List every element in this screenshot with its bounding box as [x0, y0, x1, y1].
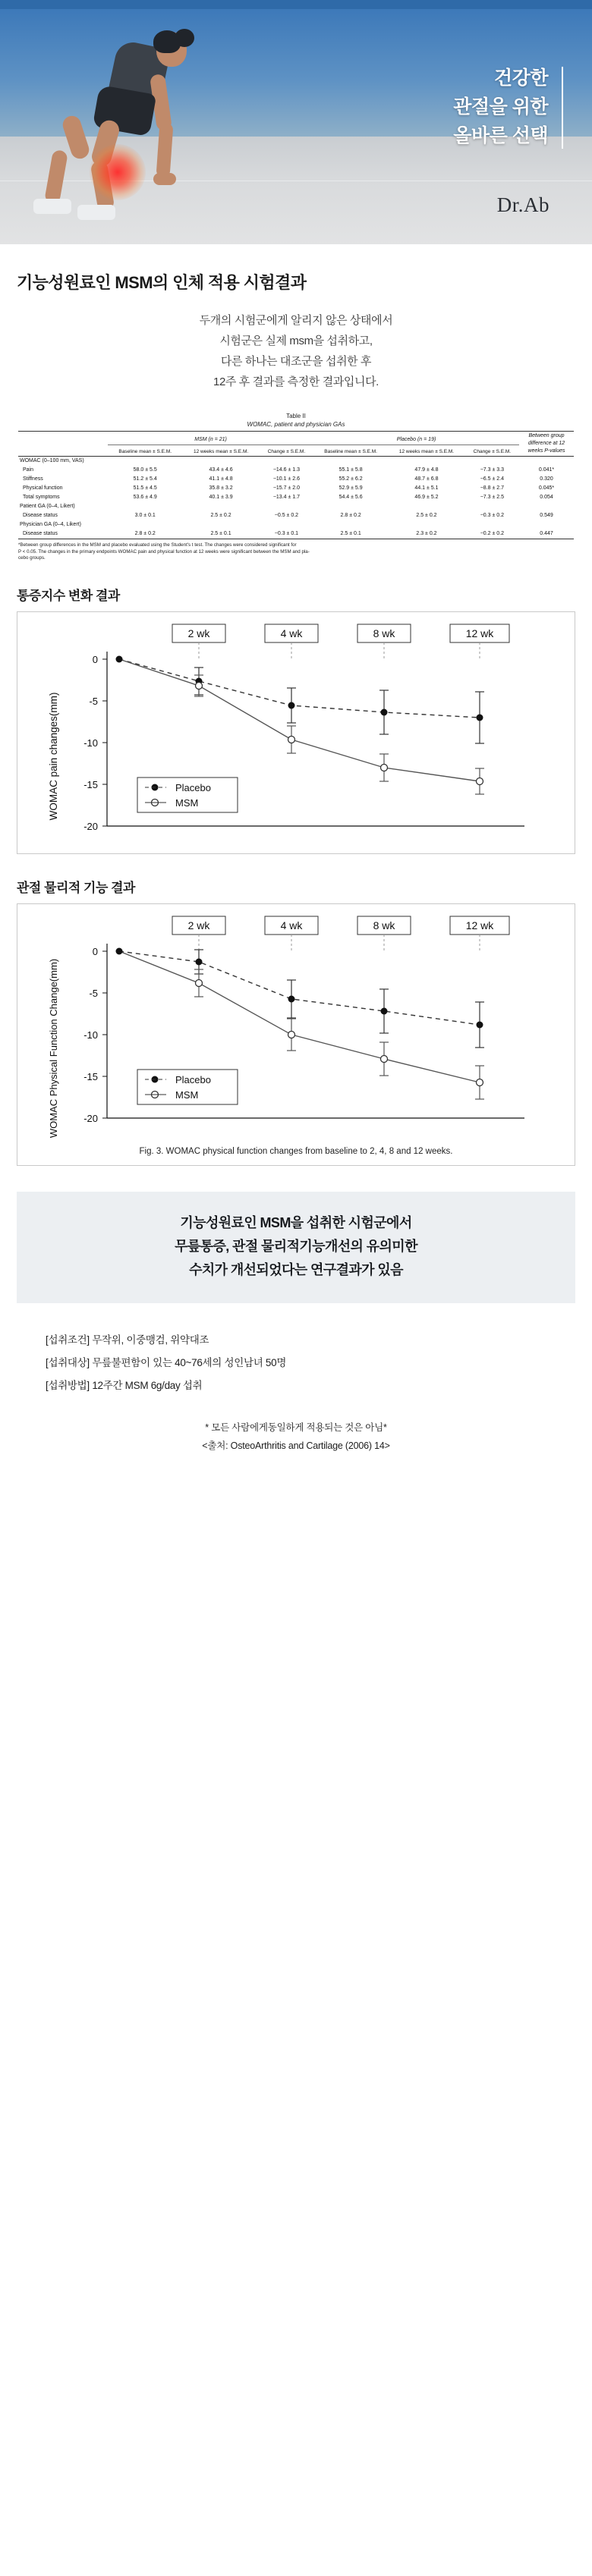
table-label: Table II: [286, 413, 306, 419]
conclusion-line-1: 기능성원료인 MSM을 섭취한 시험군에서: [180, 1214, 412, 1230]
chart-1-placebo-errorbars: [194, 668, 484, 743]
runner-illustration: [23, 30, 273, 235]
cell: [182, 457, 260, 467]
intro-paragraph: [0, 294, 592, 392]
svg-text:8 wk: 8 wk: [373, 627, 395, 639]
pain-change-line-chart: [24, 620, 568, 847]
cell: 53.6 ± 4.9: [133, 495, 157, 500]
hero-headline: [453, 64, 548, 150]
table-title: [18, 420, 574, 429]
chart-1-card: [17, 611, 575, 854]
cell: 55.1 ± 5.8: [339, 467, 363, 473]
cell: [108, 520, 182, 529]
footer-note: [0, 1397, 592, 1485]
hero-headline-line-3: 올바른 선택: [453, 125, 548, 146]
cell: 40.1 ± 3.9: [209, 495, 233, 500]
table-subheader-1: 12 weeks mean ± S.E.M.: [193, 449, 249, 454]
cell: [465, 502, 519, 511]
intro-line-3: 다른 하나는 대조군을 섭취한 후: [220, 355, 372, 368]
cell: [465, 520, 519, 529]
cell: 51.5 ± 4.5: [133, 485, 157, 491]
svg-text:0: 0: [92, 653, 98, 665]
cell: 44.1 ± 5.1: [414, 485, 439, 491]
table-row: [18, 529, 574, 539]
cell: 2.3 ± 0.2: [416, 531, 437, 536]
intro-line-1: 두개의 시험군에게 알리지 않은 상태에서: [199, 314, 393, 327]
table-subcorner-cell: [18, 445, 108, 456]
chart-2-y-axis: [83, 946, 107, 1124]
conclusion-box: [17, 1192, 575, 1303]
chart-2-placebo-markers: [116, 947, 483, 1028]
cell: 0.045*: [538, 485, 555, 491]
row-label: Disease status: [23, 513, 58, 518]
chart-2-heading: 관절 물리적 기능 결과: [17, 880, 135, 895]
chart-2-series-msm-line: [119, 951, 480, 1082]
cell: −7.3 ± 3.3: [480, 467, 504, 473]
svg-text:-5: -5: [89, 695, 98, 707]
table-row: [18, 493, 574, 502]
chart-2-legend-msm: MSM: [175, 1089, 199, 1101]
cell: 3.0 ± 0.1: [134, 513, 156, 518]
intro-line-2: 시험군은 실제 msm을 섭취하고,: [219, 335, 373, 347]
row-label: Physician GA (0–4, Likert): [20, 522, 81, 527]
table-subheader-2: Change ± S.E.M.: [267, 449, 306, 454]
table-subheader-row: [18, 445, 574, 456]
page-title: 기능성원료인 MSM의 인체 적용 시험결과: [17, 273, 307, 292]
chart-1-heading: 통증지수 변화 결과: [17, 588, 120, 603]
cell: 47.9 ± 4.8: [414, 467, 439, 473]
chart-1-legend-msm: MSM: [175, 796, 199, 809]
chart-2-card: [17, 903, 575, 1166]
chart-1-legend: [137, 778, 238, 812]
cell: 48.7 ± 6.8: [414, 476, 439, 482]
knee-pain-highlight-icon: [90, 144, 146, 200]
cell: 0.054: [540, 495, 553, 500]
cell: [260, 502, 313, 511]
cell: 46.9 ± 5.2: [414, 495, 439, 500]
svg-text:8 wk: 8 wk: [373, 919, 395, 931]
cell: −0.2 ± 0.2: [480, 531, 504, 536]
cell: 2.5 ± 0.1: [210, 531, 231, 536]
cell: [182, 502, 260, 511]
table-group-between: Between group difference at 12 weeks P-values: [527, 433, 565, 454]
cell: 55.2 ± 6.2: [339, 476, 363, 482]
cell: [388, 520, 465, 529]
cell: −6.5 ± 2.4: [480, 476, 504, 482]
chart-1-timepoint-labels: [172, 624, 509, 642]
table-group-placebo: Placebo (n = 19): [313, 432, 519, 445]
row-label: Pain: [23, 467, 34, 473]
svg-text:12 wk: 12 wk: [465, 627, 494, 639]
cell: [519, 520, 574, 529]
cell: [313, 502, 388, 511]
cell: −13.4 ± 1.7: [272, 495, 301, 500]
cell: 2.5 ± 0.2: [416, 513, 437, 518]
table-group-header-row: [18, 432, 574, 445]
chart-2-timepoint-labels: [172, 916, 509, 935]
physical-function-line-chart: [24, 912, 568, 1139]
cell: −7.3 ± 2.5: [480, 495, 504, 500]
cell: [388, 502, 465, 511]
chart-1-y-axis-label: WOMAC pain changes(mm): [48, 692, 59, 820]
chart-2-placebo-errorbars: [194, 950, 484, 1048]
study-condition-item: [섭취조건] 무작위, 이중맹검, 위약대조: [46, 1334, 209, 1346]
table-body: [18, 457, 574, 539]
hero-headline-line-1: 건강한: [494, 68, 548, 89]
cell: [108, 502, 182, 511]
table-subheader-0: Baseline mean ± S.E.M.: [118, 449, 172, 454]
table-subheader-4: 12 weeks mean ± S.E.M.: [398, 449, 455, 454]
cell: [519, 457, 574, 467]
cell: [313, 457, 388, 467]
chart-2-series-placebo-line: [119, 951, 480, 1025]
conclusion-line-3: 수치가 개선되었다는 연구결과가 있음: [189, 1261, 403, 1277]
footer-source: <출처: OsteoArthritis and Cartilage (2006) 14>: [202, 1440, 390, 1451]
svg-text:4 wk: 4 wk: [280, 627, 303, 639]
row-label: Disease status: [23, 531, 58, 536]
svg-text:12 wk: 12 wk: [465, 919, 494, 931]
cell: 54.4 ± 5.6: [339, 495, 363, 500]
chart-2-legend-placebo: Placebo: [175, 1073, 211, 1085]
table-row: [18, 475, 574, 484]
chart-1-series-placebo-line: [119, 659, 480, 718]
svg-text:-10: -10: [83, 1029, 98, 1041]
chart-2-legend: [137, 1070, 238, 1104]
chart-2-caption-line-2: and 12 weeks.: [396, 1146, 453, 1156]
cell: −8.8 ± 2.7: [480, 485, 504, 491]
cell: 2.5 ± 0.2: [210, 513, 231, 518]
chart-1-placebo-markers: [116, 655, 483, 721]
cell: [313, 520, 388, 529]
table-group-msm: MSM (n = 21): [108, 432, 313, 445]
cell: 0.447: [540, 531, 553, 536]
cell: 2.5 ± 0.1: [340, 531, 361, 536]
cell: [182, 520, 260, 529]
hero-top-bar: [0, 0, 592, 9]
row-label: Patient GA (0–4, Likert): [20, 504, 75, 509]
table-row: [18, 457, 574, 467]
brand-logo: Dr.Ab: [496, 193, 549, 216]
cell: 43.4 ± 4.6: [209, 467, 233, 473]
cell: [108, 457, 182, 467]
cell: −15.7 ± 2.0: [272, 485, 301, 491]
row-label: WOMAC (0–100 mm, VAS): [20, 458, 84, 463]
chart-1-y-axis: [83, 654, 107, 832]
cell: [465, 457, 519, 467]
cell: −0.5 ± 0.2: [274, 513, 299, 518]
cell: [260, 520, 313, 529]
cell: −0.3 ± 0.2: [480, 513, 504, 518]
table-footnote-line-3: cebo groups.: [18, 555, 46, 561]
table-row: [18, 466, 574, 475]
table-subheader-3: Baseline mean ± S.E.M.: [324, 449, 377, 454]
row-label: Physical function: [23, 485, 63, 491]
table-footnote: [18, 542, 574, 562]
chart-2-guides: [199, 935, 480, 951]
cell: 0.041*: [538, 467, 555, 473]
cell: −10.1 ± 2.6: [272, 476, 301, 482]
svg-text:-10: -10: [83, 737, 98, 749]
cell: [388, 457, 465, 467]
conclusion-line-2: 무릎통증, 관절 물리적기능개선의 유의미한: [175, 1238, 417, 1254]
table-row: [18, 484, 574, 493]
table-corner-cell: [18, 432, 108, 445]
hero-banner: [0, 0, 592, 244]
hero-headline-line-2: 관절을 위한: [453, 96, 548, 118]
table-footnote-line-1: *Between group differences in the MSM and placebo evaluated using the Student's t test. The changes were considered significant for: [18, 542, 297, 548]
svg-text:2 wk: 2 wk: [187, 919, 210, 931]
svg-text:2 wk: 2 wk: [187, 627, 210, 639]
table-row: [18, 502, 574, 511]
cell: 51.2 ± 5.4: [133, 476, 157, 482]
svg-text:0: 0: [92, 945, 98, 957]
cell: 2.8 ± 0.2: [134, 531, 156, 536]
study-subject-item: [섭취대상] 무릎불편함이 있는 40~76세의 성인남녀 50명: [46, 1356, 287, 1368]
cell: 41.1 ± 4.8: [209, 476, 233, 482]
svg-text:-15: -15: [83, 1070, 98, 1082]
cell: 52.9 ± 5.9: [339, 485, 363, 491]
svg-text:-20: -20: [83, 1112, 98, 1124]
table-row: [18, 520, 574, 529]
cell: 35.8 ± 3.2: [209, 485, 233, 491]
womac-table-block: [0, 392, 592, 562]
svg-text:-20: -20: [83, 820, 98, 832]
table-subheader-5: Change ± S.E.M.: [473, 449, 512, 454]
chart-1-legend-placebo: Placebo: [175, 781, 211, 793]
row-label: Stiffness: [23, 476, 43, 482]
study-conditions-list: [0, 1303, 592, 1397]
cell: 2.8 ± 0.2: [340, 513, 361, 518]
svg-text:4 wk: 4 wk: [280, 919, 303, 931]
cell: −0.3 ± 0.1: [274, 531, 299, 536]
cell: [519, 502, 574, 511]
cell: 0.320: [540, 476, 553, 482]
hero-divider: [562, 67, 563, 149]
svg-text:-5: -5: [89, 987, 98, 999]
womac-table: [18, 431, 574, 539]
table-title-text: WOMAC, patient and physician GAs: [247, 421, 345, 428]
cell: 0.549: [540, 513, 553, 518]
cell: −14.6 ± 1.3: [272, 467, 301, 473]
chart-2-y-axis-label: WOMAC Physical Function Change(mm): [48, 958, 59, 1138]
chart-1-series-msm-line: [119, 659, 480, 781]
table-footnote-line-2: P < 0.05. The changes in the primary endpoints WOMAC pain and physical function at 12 weeks were significant between the MSM and pla-: [18, 548, 310, 554]
footer-disclaimer: * 모든 사람에게동일하게 적용되는 것은 아님*: [205, 1422, 387, 1433]
intro-line-4: 12주 후 결과를 측정한 결과입니다.: [213, 375, 379, 388]
table-row: [18, 511, 574, 520]
svg-text:-15: -15: [83, 778, 98, 790]
chart-2-caption: [24, 1139, 568, 1159]
chart-2-caption-line-1: Fig. 3. WOMAC physical function changes from baseline to 2, 4, 8: [139, 1146, 395, 1156]
chart-2-msm-markers: [196, 979, 483, 1085]
study-method-item: [섭취방법] 12주간 MSM 6g/day 섭취: [46, 1379, 203, 1391]
cell: 58.0 ± 5.5: [133, 467, 157, 473]
chart-1-guides: [199, 642, 480, 659]
cell: [260, 457, 313, 467]
chart-1-msm-errorbars: [194, 675, 484, 794]
row-label: Total symptoms: [23, 495, 60, 500]
chart-1-msm-markers: [196, 682, 483, 784]
